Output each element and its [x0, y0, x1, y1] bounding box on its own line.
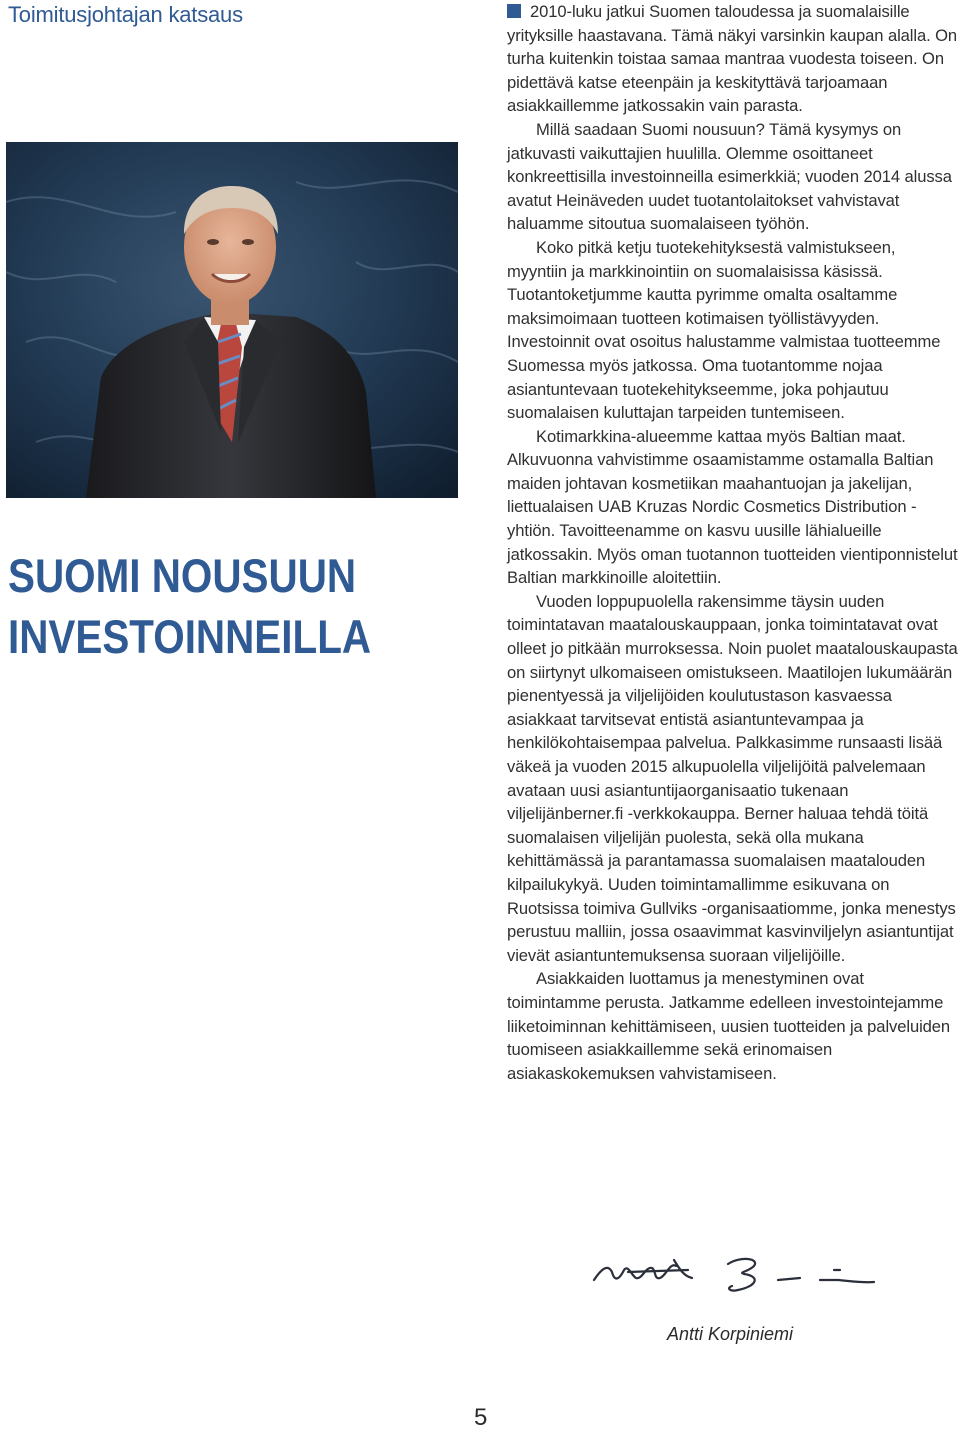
- ceo-portrait-photo: [6, 142, 458, 498]
- body-paragraph-2: Millä saadaan Suomi nousuun? Tämä kysymys on jatkuvasti vaikuttajien huulilla. Olemme osoittaneet konkreettisilla investoinneilla esimerkkiä; vuoden 2014 alussa avatut Heinäveden uudet tuotantolaitokset vahvistavat haluamme sitoutua suomalaiseen työhön.: [507, 119, 952, 234]
- body-paragraph-5: Vuoden loppupuolella rakensimme täysin uuden toimintatavan maatalouskauppaan, jonka toimintatavat ovat olleet jo pitkään murroksessa. Noin puolet maatalouskaupasta on siirtynyt ulkomaiseen omistukseen. Maatilojen lukumäärän pienentyessä ja viljelijöiden koulutustason kasvaessa asiakkaat tarvitsevat entistä asiantuntevampaa ja henkilökohtaisempaa palvelua. Palkkasimme runsaasti lisää väkeä ja vuoden 2015 alkupuolella viljelijöitä palvelemaan avataan uusi asiantuntijaorganisaatio tukenaan viljelijänberner.fi -verkkokauppa. Berner haluaa tehdä töitä suomalaisen viljelijän puolesta, sekä olla mukana kehittämässä ja parantamassa suomalaisen maatalouden kilpailukykyä. Uuden toimintamallimme esikuvana on Ruotsissa toimiva Gullviks -organisaatiomme, jonka menestys perustuu malliin, jossa osaavimmat kasvinviljelyn asiantuntijat vievät asiantuntemuksensa suoraan viljelijöille.: [507, 591, 958, 965]
- body-paragraph-1: 2010-luku jatkui Suomen taloudessa ja suomalaisille yrityksille haastavana. Tämä näkyi varsinkin kaupan alalla. On turha kuitenkin toistaa samaa mantraa vuodesta toiseen. On pidettävä katse eteenpäin ja keskityttävä tarjoamaan asiakkaillemme jatkossakin vain parasta.: [507, 2, 958, 116]
- handwritten-signature: [588, 1250, 888, 1300]
- signer-name: Antti Korpiniemi: [667, 1324, 794, 1344]
- headline-line-2: INVESTOINNEILLA: [8, 610, 372, 663]
- page-number: 5: [474, 1404, 488, 1431]
- body-paragraph-4: Kotimarkkina-alueemme kattaa myös Baltian maat. Alkuvuonna vahvistimme osaamistamme ostamalla Baltian maiden johtavan kosmetiikan maahantuojan ja jakelijan, liettualaisen UAB Kruzas Nordic Cosmetics Distribution -yhtiön. Tavoitteenamme on kasvu uusille lähialueille jatkossakin. Myös oman tuotannon tuotteiden vientiponnistelut Baltian markkinoille aloitettiin.: [507, 426, 958, 588]
- portrait-illustration: [6, 142, 458, 498]
- body-paragraph-6: Asiakkaiden luottamus ja menestyminen ovat toimintamme perusta. Jatkamme edelleen investointejamme liiketoiminnan kehittämiseen, uusien tuotteiden ja palveluiden tuomiseen asiakkaillemme sekä erinomaisen asiakaskokemuksen vahvistamiseen.: [507, 969, 951, 1083]
- headline-line-1: SUOMI NOUSUUN: [8, 549, 357, 602]
- blue-square-bullet-icon: [507, 4, 521, 18]
- headline: [8, 545, 371, 667]
- section-label: Toimitusjohtajan katsaus: [8, 2, 243, 27]
- body-paragraph-3: Koko pitkä ketju tuotekehityksestä valmistukseen, myyntiin ja markkinointiin on suomalaisissa käsissä. Tuotantoketjumme kautta pyrimme omalta osaltamme maksimoimaan tuotteen kotimaisen työllistävyyden. Investoinnit ovat osoitus halustamme valmistaa tuotteemme Suomessa myös jatkossa. Oma tuotantomme nojaa asiantuntevaan tuotekehitykseemme, joka pohjautuu suomalaisen kuluttajan tarpeiden tuntemiseen.: [507, 237, 941, 423]
- article-body: [507, 0, 959, 1085]
